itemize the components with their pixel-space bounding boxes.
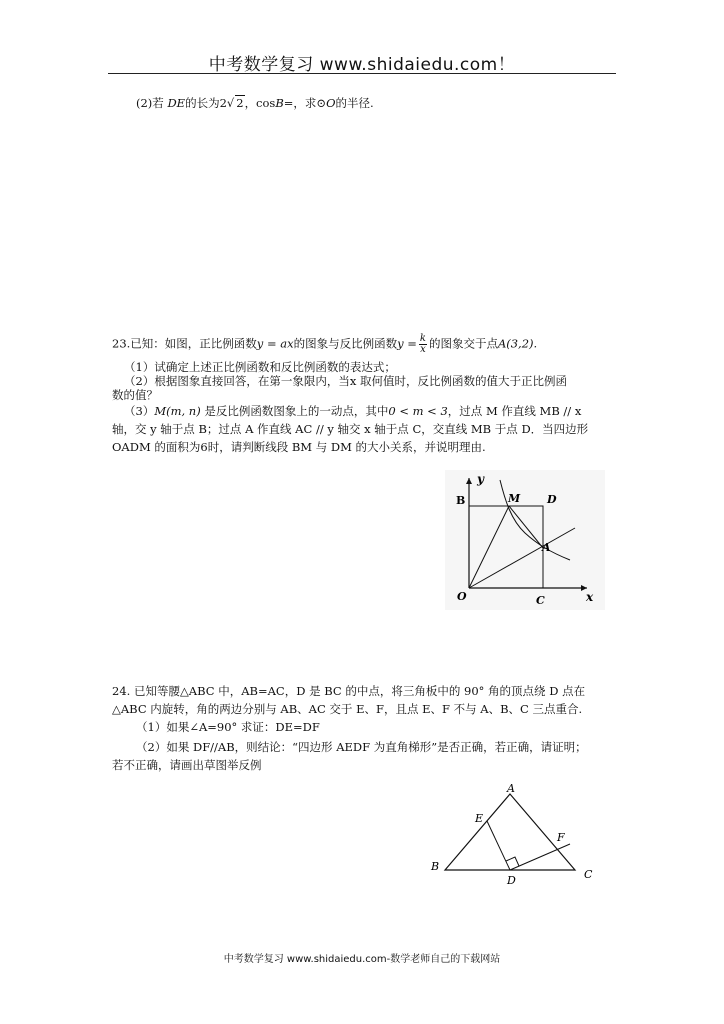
q23-text: ，过点 M 作直线 MB // x xyxy=(447,404,582,418)
q24-figure xyxy=(425,782,605,892)
q23-point-m: M(m, n) xyxy=(154,404,201,418)
label-b: B xyxy=(431,860,440,873)
q23-text: 的图象交于点 xyxy=(428,336,498,351)
label-y: y xyxy=(477,472,484,486)
label-d: D xyxy=(547,493,557,506)
label-m: M xyxy=(508,492,521,505)
q24-line5: 若不正确，请画出草图举反例 xyxy=(112,758,262,772)
q24-line4: （2）如果 DF//AB，则结论：“四边形 AEDF 为直角梯形”是否正确，若正确，请证明； xyxy=(136,740,587,754)
q23-line3: （2）根据图象直接回答，在第一象限内，当x 取何值时，反比例函数的值大于正比例函 xyxy=(124,374,567,388)
sqrt-sign: √ xyxy=(226,96,235,110)
fraction-numerator: k xyxy=(419,333,426,344)
q23-text: 是反比例函数图象上的一动点，其中 xyxy=(200,404,389,418)
q23-fraction xyxy=(419,334,427,355)
label-c: C xyxy=(536,594,545,607)
q22-text: 的半径. xyxy=(335,96,374,110)
label-b: B xyxy=(456,494,466,507)
q23-inverse-function-lhs: y = xyxy=(397,336,417,351)
label-d: D xyxy=(507,874,516,887)
q22-sqrt-value: 2 xyxy=(236,96,244,110)
q22-var-de: DE xyxy=(167,96,186,110)
q23-line5 xyxy=(124,404,581,418)
triangle-abc xyxy=(445,794,575,870)
q23-line2: （1）试确定上述正比例函数和反比例函数的表达式； xyxy=(124,360,396,374)
q24-line2: △ABC 内旋转，角的两边分别与 AB、AC 交于 E、F，且点 E、F 不与 A、B、C 三点重合. xyxy=(112,702,583,716)
q23-line1 xyxy=(112,334,537,355)
fraction-denominator: x xyxy=(420,344,426,355)
q23-linear-function: y = ax xyxy=(256,336,294,351)
q23-line6: 轴，交 y 轴于点 B；过点 A 作直线 AC // y 轴交 x 轴于点 C，交直线 MB 于点 D．当四边形 xyxy=(112,422,589,436)
label-e: E xyxy=(475,812,484,825)
header-rule xyxy=(108,73,616,74)
q22-text: =，求⊙ xyxy=(283,96,327,110)
label-c: C xyxy=(584,868,593,881)
q24-line3: （1）如果∠A=90° 求证：DE=DF xyxy=(136,720,320,734)
label-x: x xyxy=(586,590,594,604)
q22-text: ，cos xyxy=(244,96,276,110)
label-a: A xyxy=(507,782,515,795)
q22-var-o: O xyxy=(326,96,336,110)
page-header-title: 中考数学复习 www.shidaiedu.com！ xyxy=(208,55,516,75)
segment-de xyxy=(487,821,510,870)
page-footer: 中考数学复习 www.shidaiedu.com-数学老师自己的下载网站 xyxy=(223,954,501,965)
label-o: O xyxy=(457,590,467,603)
q23-text: （3） xyxy=(124,404,155,418)
q23-line7: OADM 的面积为6时，请判断线段 BM 与 DM 的大小关系，并说明理由. xyxy=(112,440,486,454)
q23-text: 的图象与反比例函数 xyxy=(293,336,398,351)
q23-inequality: 0 < m < 3 xyxy=(388,404,448,418)
q22-text: (2)若 xyxy=(136,96,168,110)
segment-df xyxy=(510,844,570,870)
label-f: F xyxy=(557,831,565,844)
q23-figure xyxy=(445,470,605,610)
q24-line1: 24. 已知等腰△ABC 中，AB=AC，D 是 BC 的中点，将三角板中的 90° 角的顶点绕 D 点在 xyxy=(112,684,586,698)
q23-line4: 数的值？ xyxy=(112,388,158,402)
label-a: A xyxy=(542,541,551,554)
q22-var-b: B xyxy=(275,96,284,110)
q22-text: 的长为2 xyxy=(185,96,227,110)
q23-point-a: A(3,2). xyxy=(497,336,538,351)
q23-text: 23.已知：如图，正比例函数 xyxy=(112,336,257,351)
q22-part2 xyxy=(136,96,374,110)
